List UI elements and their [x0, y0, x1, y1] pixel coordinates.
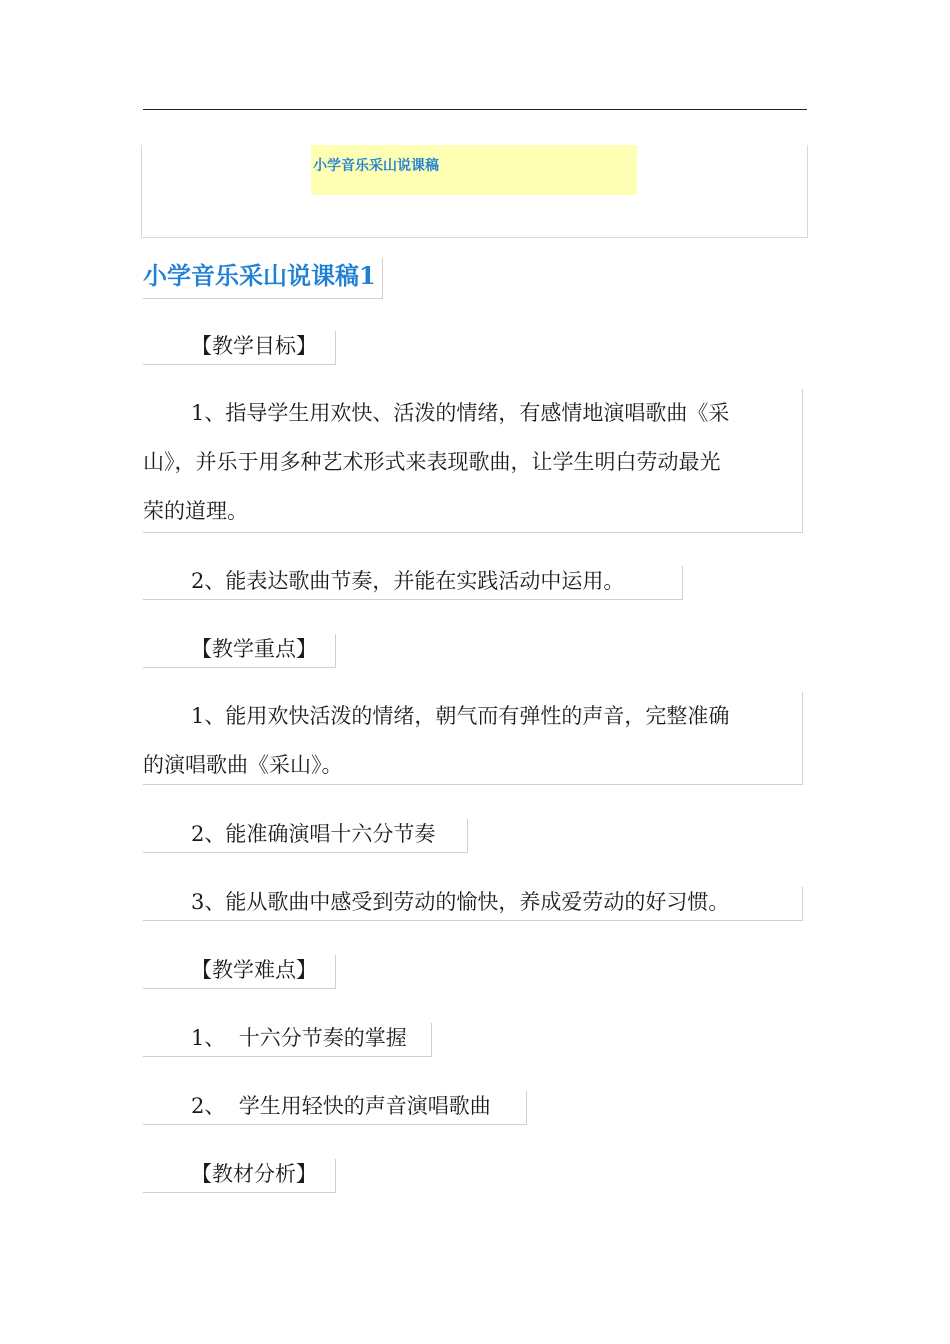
goal-1-line-1: 1、指导学生用欢快、活泼的情绪，有感情地演唱歌曲《采	[191, 401, 730, 425]
difficulty-heading: 【教学难点】	[143, 955, 336, 989]
diff-1: 1、 十六分节奏的掌握	[143, 1023, 432, 1057]
key-1-paragraph	[143, 692, 803, 785]
goal-1-line-3: 荣的道理。	[143, 499, 248, 523]
header-title: 小学音乐采山说课稿	[313, 158, 439, 174]
goal-1-line-2: 山》，并乐于用多种艺术形式来表现歌曲，让学生明白劳动最光	[143, 450, 721, 474]
key-1-line-2: 的演唱歌曲《采山》。	[143, 753, 343, 777]
material-heading: 【教材分析】	[143, 1159, 336, 1193]
key-heading: 【教学重点】	[143, 634, 336, 668]
diff-2: 2、 学生用轻快的声音演唱歌曲	[143, 1091, 527, 1125]
key-1-line-1: 1、能用欢快活泼的情绪，朝气而有弹性的声音，完整准确	[191, 704, 730, 728]
top-rule	[143, 109, 807, 110]
key-3: 3、能从歌曲中感受到劳动的愉快，养成爱劳动的好习惯。	[143, 887, 803, 921]
goal-2: 2、能表达歌曲节奏，并能在实践活动中运用。	[143, 566, 683, 600]
key-2: 2、能准确演唱十六分节奏	[143, 819, 468, 853]
document-title: 小学音乐采山说课稿1	[143, 258, 383, 299]
goals-heading: 【教学目标】	[143, 331, 336, 365]
goal-1-paragraph	[143, 389, 803, 533]
